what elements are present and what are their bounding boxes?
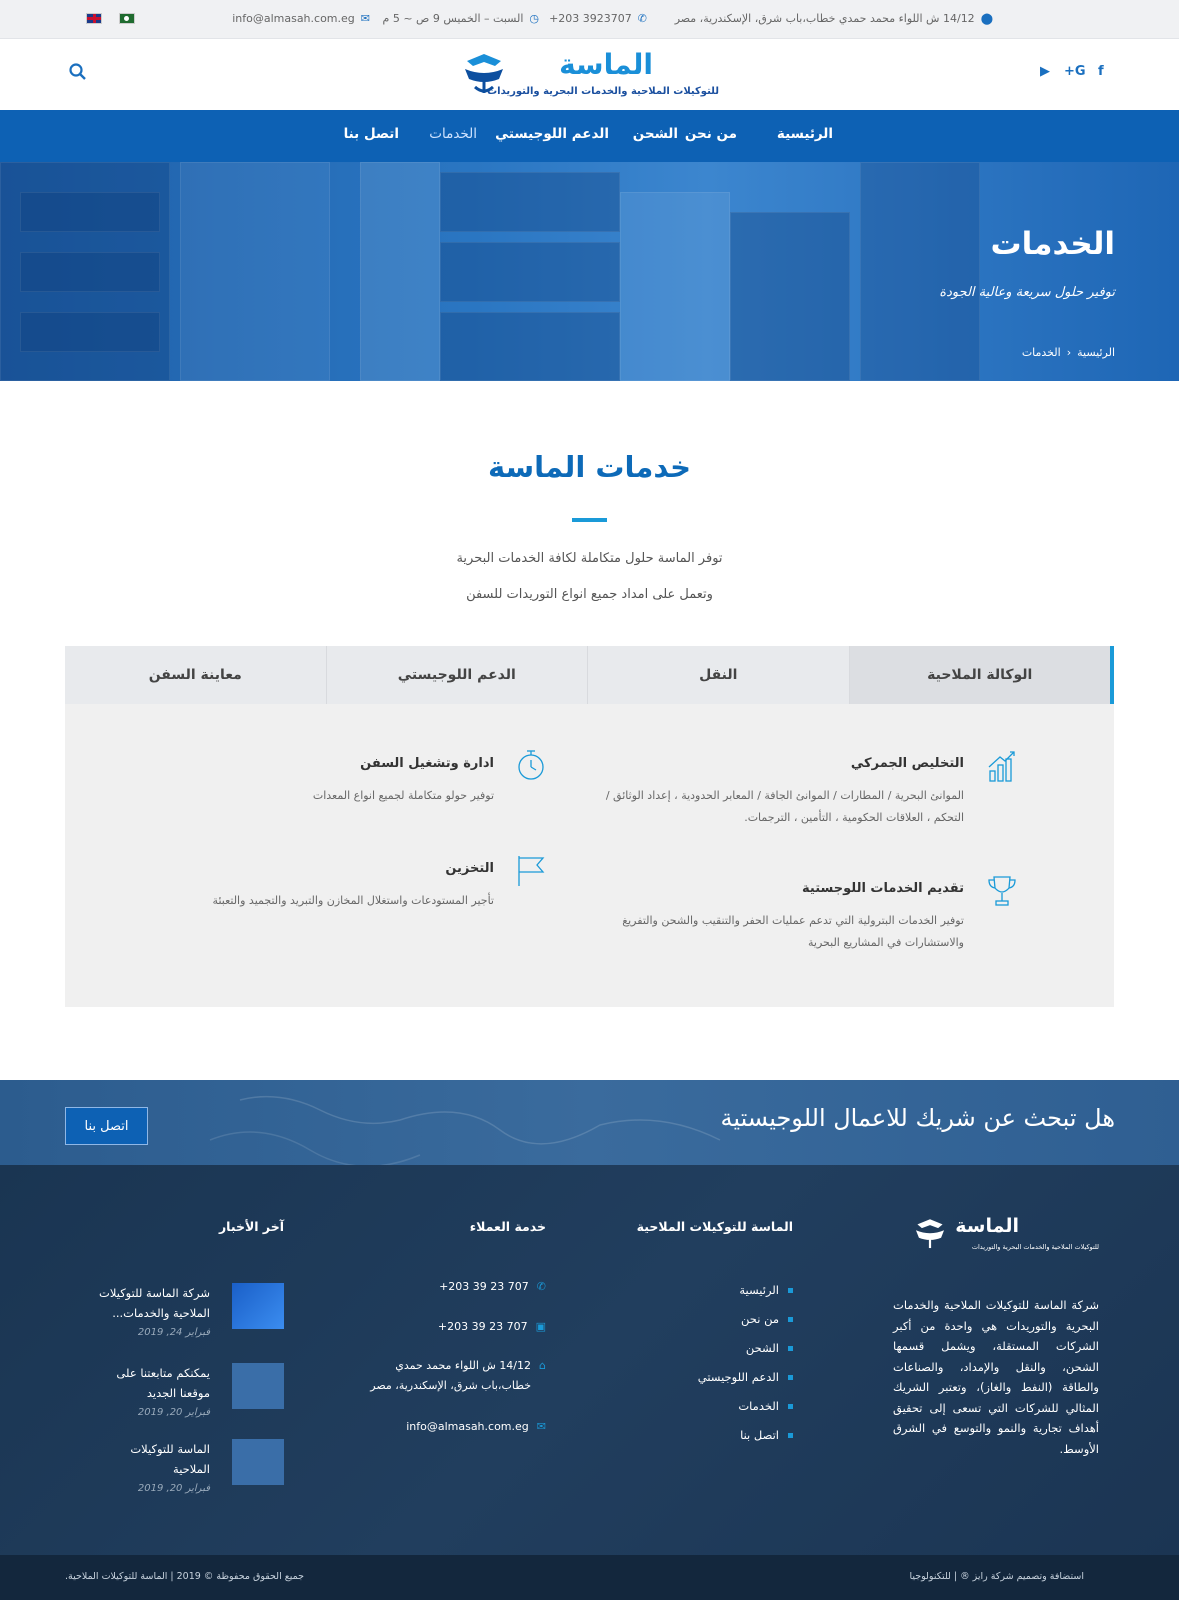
footer-links-title: الماسة للتوكيلات الملاحية [636, 1219, 793, 1234]
cta-banner [0, 1080, 1179, 1165]
bullet-icon [788, 1346, 793, 1351]
footer-logo-mark-icon [913, 1217, 947, 1251]
flag-icon [515, 854, 547, 888]
nav-item-shipping[interactable]: الشحن [632, 126, 678, 142]
top-bar [0, 0, 1179, 39]
footer-logo-name: الماسة [955, 1215, 1019, 1237]
nav-item-contact[interactable]: اتصل بنا [343, 126, 399, 142]
bullet-icon [788, 1317, 793, 1322]
service-desc: تأجير المستودعات واستغلال المخازن والتبريد والتجميد والتعبئة [212, 894, 494, 907]
footer-contact-title: خدمة العملاء [469, 1219, 546, 1234]
breadcrumb [1022, 346, 1115, 359]
footer-contact-address: ⌂ 14/12 ش اللواء محمد حمدي خطاب،باب شرق، الإسكندرية، مصر [366, 1356, 546, 1396]
page-hero [0, 162, 1179, 381]
services-intro-1: توفر الماسة حلول متكاملة لكافة الخدمات البحرية [456, 551, 723, 566]
fax-icon: ▣ [535, 1320, 546, 1333]
site-logo[interactable] [461, 48, 719, 102]
service-title: التخليص الجمركي [850, 756, 964, 771]
clock-icon: ◷ [529, 12, 539, 25]
arabic-flag-icon[interactable] [119, 13, 135, 24]
services-tabs [65, 646, 1114, 704]
phone-icon: ✆ [536, 1280, 546, 1293]
page-title: الخدمات [990, 226, 1115, 262]
main-nav [0, 110, 1179, 162]
topbar-phone[interactable]: ✆ +203 3923707 [549, 12, 647, 25]
credit-text[interactable]: استضافة وتصميم شركة رايز ® | للتكنولوجيا [909, 1571, 1084, 1582]
nav-item-about[interactable]: من نحن [684, 126, 737, 142]
nav-item-logistics[interactable]: الدعم اللوجيستي [495, 126, 609, 142]
tab-transport[interactable]: النقل [587, 646, 849, 704]
service-desc: الموانئ البحرية / المطارات / الموانئ الجافة / المعابر الحدودية ، إعداد الوثائق / التحكم ، العلاقات الحكومية ، التأمين ، الترجمات. [605, 789, 964, 824]
footer-link-about[interactable]: من نحن [741, 1312, 793, 1326]
topbar-email[interactable]: ✉ info@almasah.com.eg [232, 12, 370, 25]
breadcrumb-current: الخدمات [1021, 346, 1061, 359]
service-title: تقديم الخدمات اللوجستية [802, 881, 964, 896]
footer-logo[interactable] [899, 1217, 1099, 1257]
phone-icon: ✆ [637, 12, 647, 25]
bullet-icon [788, 1375, 793, 1380]
cta-text: هل تبحث عن شريك للاعمال اللوجيستية [720, 1104, 1115, 1132]
english-flag-icon[interactable] [86, 13, 102, 24]
chart-icon [986, 749, 1018, 783]
footer-link-contact[interactable]: اتصل بنا [740, 1428, 793, 1442]
envelope-icon: ✉ [360, 12, 370, 25]
logo-name: الماسة [559, 48, 653, 81]
footer-about: شركة الماسة للتوكيلات الملاحية والخدمات البحرية والتوريدات هي واحدة من أكبر الشركات المستقلة، ويشمل قسمها الشحن، والنقل والإمداد، والصناعات والطاقة (النفط والغاز)، وتعتبر الشريك المثالي للشركات التي تسعى إلى تحقيق أهداف تجارية والنمو والتوسع في الشرق الأوسط. [893, 1298, 1099, 1456]
footer-link-home[interactable]: الرئيسية [739, 1283, 793, 1297]
bottom-bar [0, 1555, 1179, 1600]
nav-item-home[interactable]: الرئيسية [776, 126, 833, 142]
news-thumbnail[interactable] [232, 1363, 284, 1409]
news-title[interactable]: الماسة للتوكيلات الملاحية فبراير 20, 2019 [130, 1442, 210, 1494]
news-item[interactable] [95, 1283, 285, 1353]
map-outline-icon [200, 1080, 800, 1165]
news-title[interactable]: شركة الماسة للتوكيلات الملاحية والخدمات... فبراير 24, 2019 [99, 1286, 210, 1338]
bullet-icon [788, 1288, 793, 1293]
title-underline [572, 518, 607, 522]
tab-logistics[interactable]: الدعم اللوجيستي [326, 646, 588, 704]
topbar-hours: ◷ السبت – الخميس 9 ص ~ 5 م [382, 12, 539, 25]
breadcrumb-home[interactable]: الرئيسية [1077, 346, 1115, 359]
service-desc: توفير حولو متكاملة لجميع انواع المعدات [312, 789, 494, 802]
site-footer [0, 1165, 1179, 1555]
search-icon[interactable] [68, 62, 88, 82]
footer-link-services[interactable]: الخدمات [738, 1399, 793, 1413]
facebook-icon[interactable]: f [1098, 64, 1104, 79]
footer-contact-email[interactable]: ✉ info@almasah.com.eg [406, 1417, 546, 1437]
footer-contact-phone[interactable]: ✆ +203 39 23 707 [439, 1277, 546, 1297]
services-intro-2: وتعمل على امداد جميع انواع التوريدات للسفن [466, 587, 713, 602]
page-subtitle: توفير حلول سريعة وعالية الجودة [939, 285, 1115, 300]
youtube-icon[interactable]: ▶ [1040, 64, 1050, 79]
footer-contact-fax: ▣ +203 39 23 707 [438, 1317, 546, 1337]
tab-shipping-agency[interactable]: الوكالة الملاحية [849, 646, 1115, 704]
cta-contact-button[interactable]: اتصل بنا [65, 1107, 148, 1145]
news-item[interactable] [95, 1363, 285, 1433]
services-panel [65, 704, 1114, 1007]
news-title[interactable]: يمكنكم متابعتنا على موقعنا الجديد فبراير 20, 2019 [116, 1366, 210, 1418]
services-title: خدمات الماسة [488, 450, 691, 484]
chevron-left-icon: ‹ [1066, 346, 1072, 359]
bullet-icon [788, 1433, 793, 1438]
service-desc: توفير الخدمات البترولية التي تدعم عمليات الحفر والتنقيب والشحن والتفريغ والاستشارات في المشاريع البحرية [622, 914, 964, 949]
footer-link-shipping[interactable]: الشحن [746, 1341, 793, 1355]
service-item [114, 756, 494, 807]
nav-item-services[interactable]: الخدمات [429, 126, 477, 142]
bullet-icon [788, 1404, 793, 1409]
map-marker-icon: ⬤ [980, 12, 993, 25]
footer-news-title: آخر الأخبار [218, 1219, 284, 1234]
service-item [584, 756, 964, 829]
home-icon: ⌂ [539, 1359, 546, 1372]
logo-tagline: للتوكيلات الملاحية والخدمات البحرية والتوريدات [487, 86, 719, 97]
footer-logo-tagline: للتوكيلات الملاحية والخدمات البحرية والتوريدات [971, 1243, 1099, 1251]
news-thumbnail[interactable] [232, 1439, 284, 1485]
trophy-icon [986, 874, 1018, 908]
stopwatch-icon [515, 748, 547, 782]
site-header [0, 39, 1179, 110]
topbar-address: ⬤ 14/12 ش اللواء محمد حمدي خطاب،باب شرق، الإسكندرية، مصر [674, 12, 993, 25]
tab-ship-inspection[interactable]: معاينة السفن [65, 646, 326, 704]
copyright-text: جميع الحقوق محفوظة © 2019 | الماسة للتوكيلات الملاحية. [65, 1571, 305, 1582]
news-item[interactable] [95, 1439, 285, 1509]
google-plus-icon[interactable]: G+ [1064, 64, 1086, 79]
service-title: التخزين [445, 861, 494, 876]
service-title: ادارة وتشغيل السفن [360, 756, 494, 771]
service-item [584, 881, 964, 954]
news-thumbnail[interactable] [232, 1283, 284, 1329]
footer-link-logistics[interactable]: الدعم اللوجيستي [698, 1370, 793, 1384]
service-item [114, 861, 494, 912]
envelope-icon: ✉ [536, 1420, 546, 1433]
